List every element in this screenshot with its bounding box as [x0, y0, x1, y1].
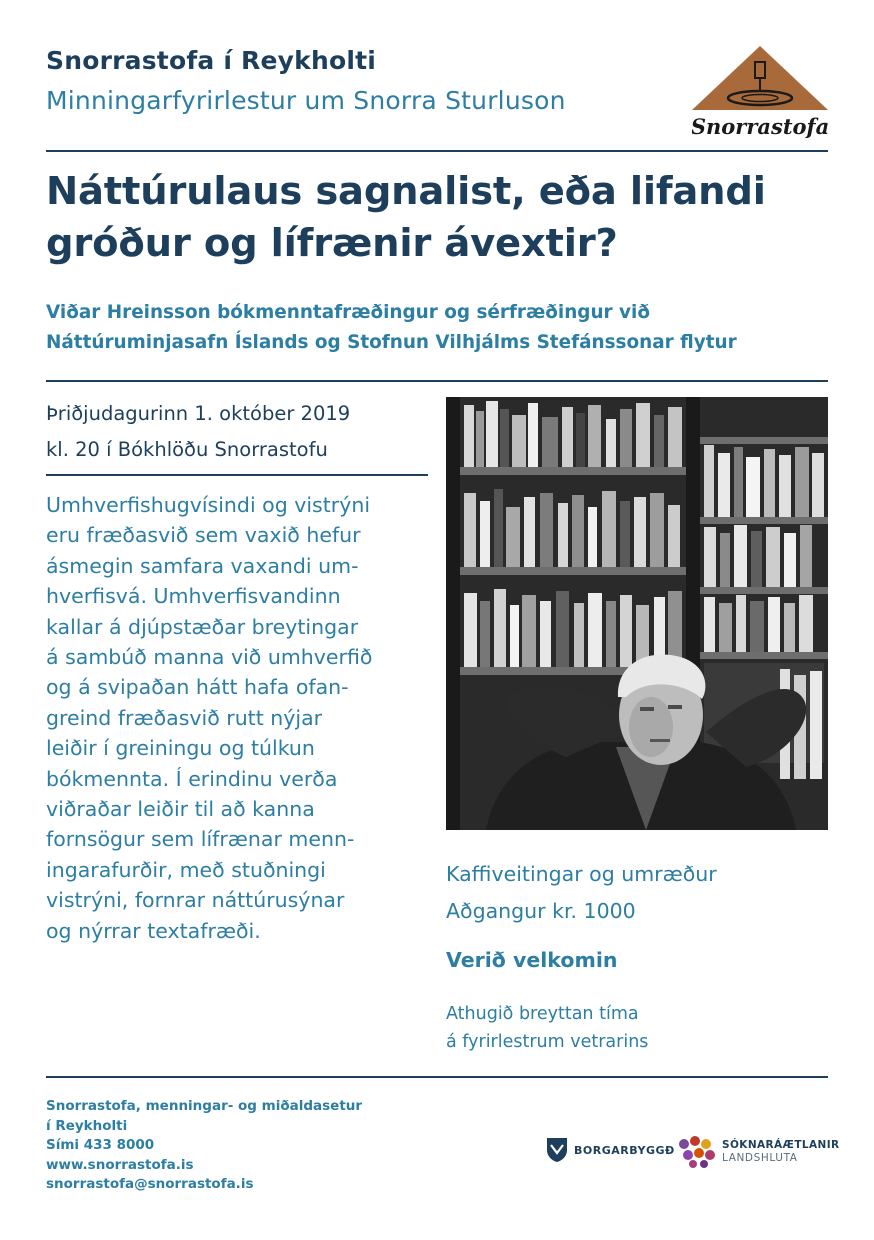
footer-email[interactable]: snorrastofa@snorrastofa.is	[46, 1176, 254, 1192]
body-line: fornsögur sem lífrænar menn-	[46, 827, 355, 852]
body-line: ásmegin samfara vaxandi um-	[46, 553, 359, 578]
footer-phone: Sími 433 8000	[46, 1137, 155, 1153]
divider-mid	[46, 380, 828, 382]
refreshments-text: Kaffiveitingar og umræður	[446, 862, 717, 886]
soknaraaetlanir-logo	[678, 1136, 840, 1168]
title-line-1: Náttúrulaus sagnalist, eða lifandi	[46, 169, 766, 214]
body-line: vistrýni, fornrar náttúrusýnar	[46, 888, 345, 913]
note-line-2: á fyrirlestrum vetrarins	[446, 1032, 649, 1052]
logo-text: Snorrastofa	[692, 114, 828, 139]
event-date: Þriðjudagurinn 1. október 2019	[46, 402, 351, 425]
footer-org: Snorrastofa, menningar- og miðaldasetur	[46, 1098, 363, 1114]
footer-website[interactable]: www.snorrastofa.is	[46, 1156, 194, 1173]
soknar-line-2: LANDSHLUTA	[722, 1152, 798, 1164]
divider-bottom	[46, 1076, 828, 1078]
snorrastofa-logo	[692, 44, 828, 140]
footer-contact	[46, 1097, 362, 1195]
event-details	[446, 856, 836, 930]
speaker-photo	[446, 397, 828, 830]
body-line: kallar á djúpstæðar breytingar	[46, 614, 359, 639]
borgarbyggd-text: BORGARBYGGÐ	[574, 1143, 675, 1157]
soknar-text	[722, 1139, 840, 1165]
logo-icon	[692, 44, 828, 140]
body-line: bókmennta. Í erindinu verða	[46, 766, 338, 791]
welcome-text: Verið velkomin	[446, 948, 618, 972]
body-line: viðraðar leiðir til að kanna	[46, 797, 315, 822]
title-line-2: gróður og lífrænir ávextir?	[46, 221, 618, 266]
body-line: Umhverfishugvísindi og vistrýni	[46, 493, 371, 517]
admission-text: Aðgangur kr. 1000	[446, 899, 636, 923]
borgarbyggd-logo	[546, 1137, 675, 1163]
divider-top	[46, 150, 828, 152]
body-line: leiðir í greiningu og túlkun	[46, 736, 315, 761]
event-time-place: kl. 20 í Bókhlöðu Snorrastofu	[46, 438, 328, 461]
body-line: ingarafurðir, með stuðningi	[46, 857, 326, 882]
footer-place: í Reykholti	[46, 1117, 128, 1134]
divider-date	[46, 474, 428, 476]
schedule-note	[446, 1000, 648, 1056]
body-line: hverfisvá. Umhverfisvandinn	[46, 584, 341, 609]
lecture-description	[46, 490, 432, 946]
lecture-title	[46, 166, 836, 270]
speaker-line-2: Náttúruminjasafn Íslands og Stofnun Vilhjálms Stefánssonar flytur	[46, 332, 737, 353]
dots-icon	[678, 1136, 716, 1168]
event-datetime	[46, 396, 350, 468]
body-line: og á svipaðan hátt hafa ofan-	[46, 675, 349, 700]
shield-icon	[546, 1137, 568, 1163]
organization-name: Snorrastofa í Reykholti	[46, 46, 377, 75]
note-line-1: Athugið breyttan tíma	[446, 1004, 639, 1024]
soknar-line-1: SÓKNARÁÆTLANIR	[722, 1139, 840, 1151]
body-line: greind fræðasvið rutt nýjar	[46, 705, 323, 730]
body-line: og nýrrar textafræði.	[46, 918, 261, 943]
speaker-line-1: Viðar Hreinsson bókmenntafræðingur og sérfræðingur við	[46, 302, 650, 323]
speaker-info	[46, 298, 836, 358]
lecture-series: Minningarfyrirlestur um Snorra Sturluson	[46, 86, 566, 115]
body-line: á sambúð manna við umhverfið	[46, 645, 373, 670]
body-line: eru fræðasvið sem vaxið hefur	[46, 523, 361, 548]
